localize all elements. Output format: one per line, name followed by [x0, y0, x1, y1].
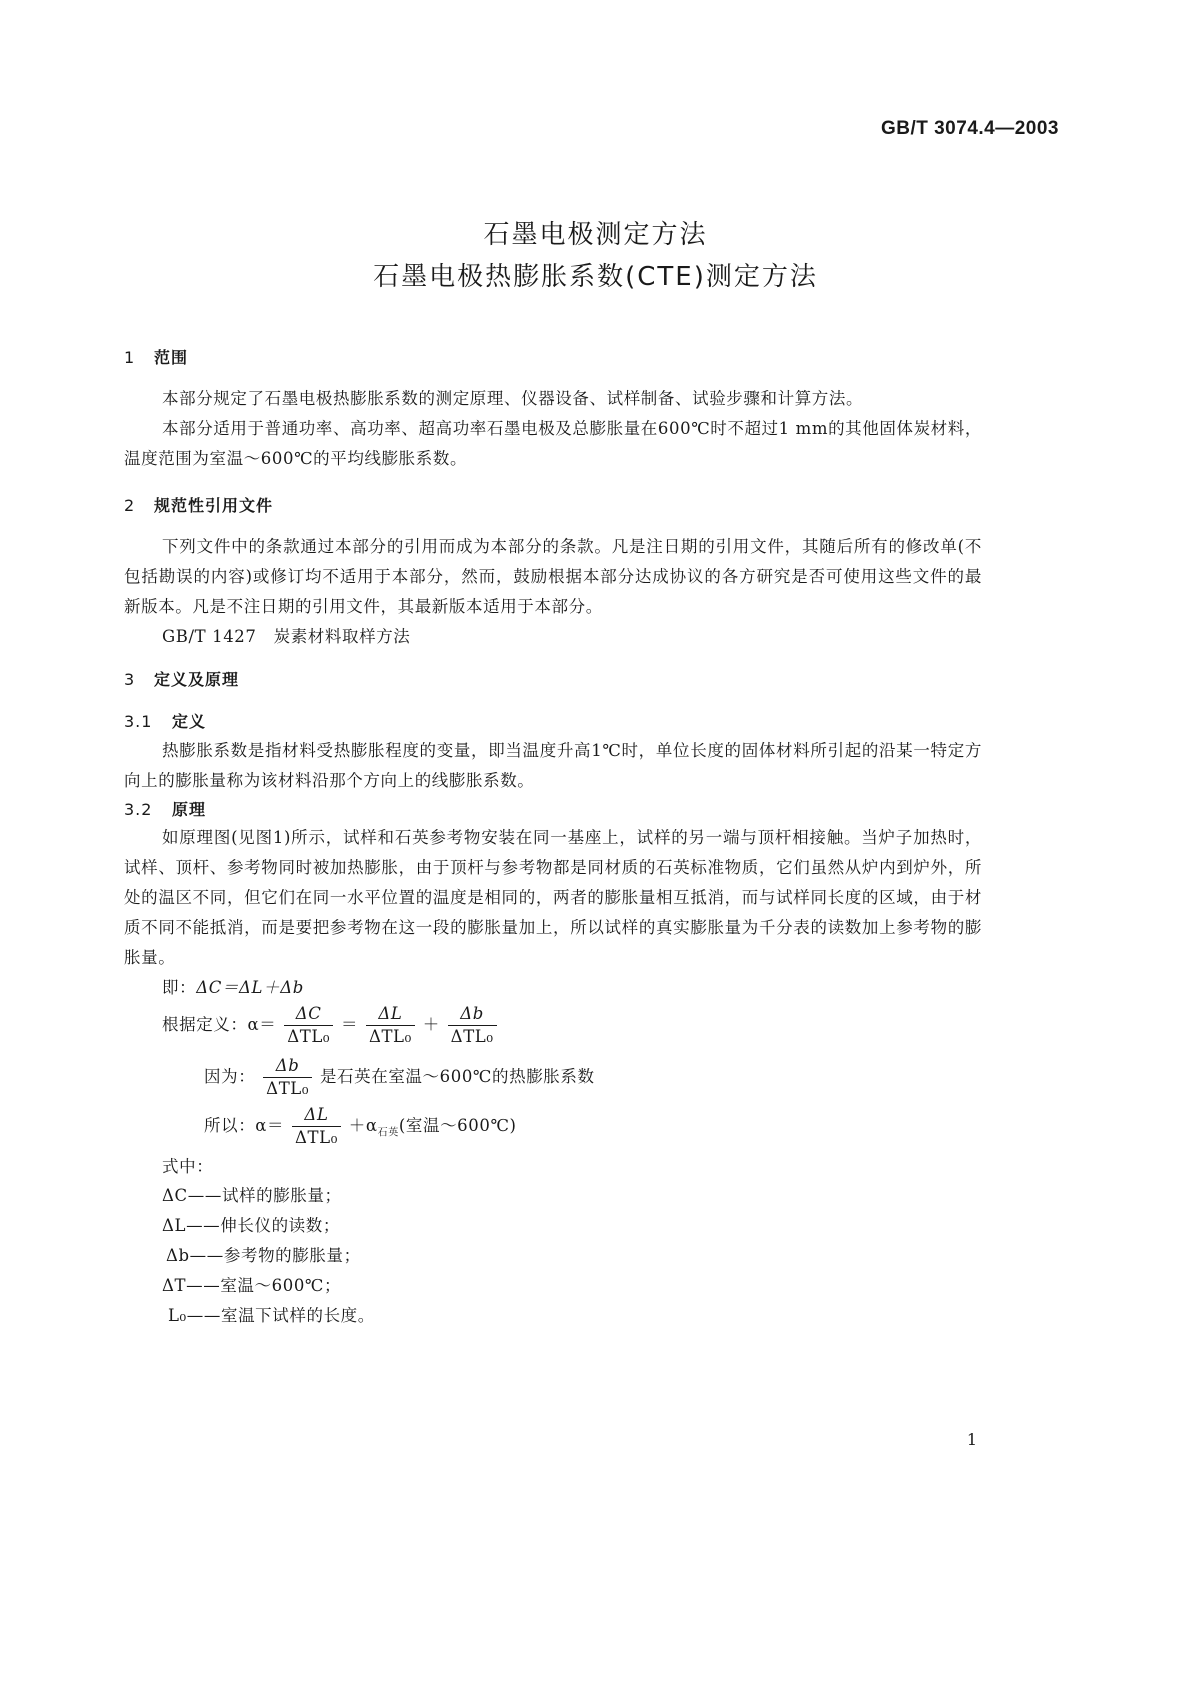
where-item: Δb——参考物的膨胀量； [166, 1246, 361, 1265]
temperature-range: (室温～600℃) [398, 1116, 517, 1135]
section-3-heading [124, 667, 239, 690]
section-3-1-paragraph: 热膨胀系数是指材料受热膨胀程度的变量，即当温度升高1℃时，单位长度的固体材料所引起的沿某一特定方向上的膨胀量称为该材料沿那个方向上的线膨胀系数。 [124, 741, 982, 790]
fraction-denominator: ΔTL₀ [450, 1027, 494, 1046]
section-1-title: 范围 [154, 348, 189, 367]
fraction-denominator: ΔTL₀ [368, 1027, 412, 1046]
fraction-numerator: ΔL [366, 1003, 415, 1026]
section-1-paragraph-1: 本部分规定了石墨电极热膨胀系数的测定原理、仪器设备、试样制备、试验步骤和计算方法。 [162, 389, 864, 408]
section-2-heading [124, 493, 273, 516]
fraction-numerator: Δb [263, 1055, 312, 1078]
formula-2 [162, 1003, 499, 1048]
fraction-delta-l-result [292, 1104, 341, 1149]
fraction-denominator: ΔTL₀ [287, 1027, 331, 1046]
page-number: 1 [966, 1430, 977, 1449]
where-item: ΔL——伸长仪的读数； [162, 1216, 340, 1235]
formula-1-prefix: 即： [162, 978, 197, 997]
section-3-1-title: 定义 [172, 712, 207, 731]
section-3-2-number: 3.2 [124, 800, 153, 819]
formula-4 [204, 1104, 517, 1149]
fraction-numerator: ΔC [284, 1003, 333, 1026]
alpha-subscript: 石英 [377, 1127, 399, 1139]
normative-reference: GB/T 1427 炭素材料取样方法 [162, 627, 411, 646]
where-item: L₀——室温下试样的长度。 [168, 1306, 375, 1325]
fraction-delta-l [366, 1003, 415, 1048]
fraction-quartz-coefficient [263, 1055, 312, 1100]
formula-1-expression: ΔC＝ΔL＋Δb [196, 978, 304, 997]
section-3-number: 3 [124, 670, 136, 689]
formula-3-explanation: 是石英在室温～600℃的热膨胀系数 [319, 1067, 595, 1086]
fraction-denominator: ΔTL₀ [266, 1079, 310, 1098]
where-item: ΔC——试样的膨胀量； [162, 1186, 342, 1205]
section-1-paragraph-2: 本部分适用于普通功率、高功率、超高功率石墨电极及总膨胀量在600℃时不超过1 mm的其他固体炭材料，温度范围为室温～600℃的平均线膨胀系数。 [124, 419, 982, 468]
section-1-heading [124, 345, 188, 368]
section-1-number: 1 [124, 348, 136, 367]
where-label: 式中： [162, 1157, 214, 1176]
formula-4-prefix: 所以：α＝ [204, 1116, 285, 1135]
standard-number: GB/T 3074.4—2003 [880, 118, 1059, 139]
section-3-1-heading [124, 709, 206, 732]
equals-sign: ＝ [340, 1015, 359, 1034]
fraction-numerator: Δb [448, 1003, 497, 1026]
section-3-1-number: 3.1 [124, 712, 153, 731]
formula-3 [204, 1055, 595, 1100]
section-3-2-paragraph: 如原理图(见图1)所示，试样和石英参考物安装在同一基座上，试样的另一端与顶杆相接触。当炉子加热时，试样、顶杆、参考物同时被加热膨胀，由于顶杆与参考物都是同材质的石英标准物质，它们虽然从炉内到炉外，所处的温区不同，但它们在同一水平位置的温度是相同的，两者的膨胀量相互抵消，而与试样同长度的区域，由于材质不同不能抵消，而是要把参考物在这一段的膨胀量加上，所以试样的真实膨胀量为千分表的读数加上参考物的膨胀量。 [124, 828, 982, 967]
formula-3-prefix: 因为： [204, 1067, 256, 1086]
doc-title-main: 石墨电极测定方法 [483, 220, 708, 250]
formula-2-prefix: 根据定义：α＝ [162, 1015, 277, 1034]
section-2-title: 规范性引用文件 [154, 496, 274, 515]
doc-title-sub: 石墨电极热膨胀系数(CTE)测定方法 [373, 262, 818, 292]
formula-1 [162, 974, 304, 998]
where-item: ΔT——室温～600℃； [162, 1276, 342, 1295]
section-3-2-title: 原理 [172, 800, 207, 819]
section-2-number: 2 [124, 496, 136, 515]
fraction-numerator: ΔL [292, 1104, 341, 1127]
fraction-delta-b [448, 1003, 497, 1048]
alpha-term: ＋α [348, 1116, 378, 1135]
section-3-2-heading [124, 797, 206, 820]
section-2-paragraph: 下列文件中的条款通过本部分的引用而成为本部分的条款。凡是注日期的引用文件，其随后所有的修改单(不包括勘误的内容)或修订均不适用于本部分，然而，鼓励根据本部分达成协议的各方研究是否可使用这些文件的最新版本。凡是不注日期的引用文件，其最新版本适用于本部分。 [124, 537, 982, 616]
fraction-delta-c [284, 1003, 333, 1048]
plus-sign: ＋ [422, 1015, 440, 1034]
section-3-title: 定义及原理 [154, 670, 240, 689]
fraction-denominator: ΔTL₀ [295, 1128, 338, 1147]
